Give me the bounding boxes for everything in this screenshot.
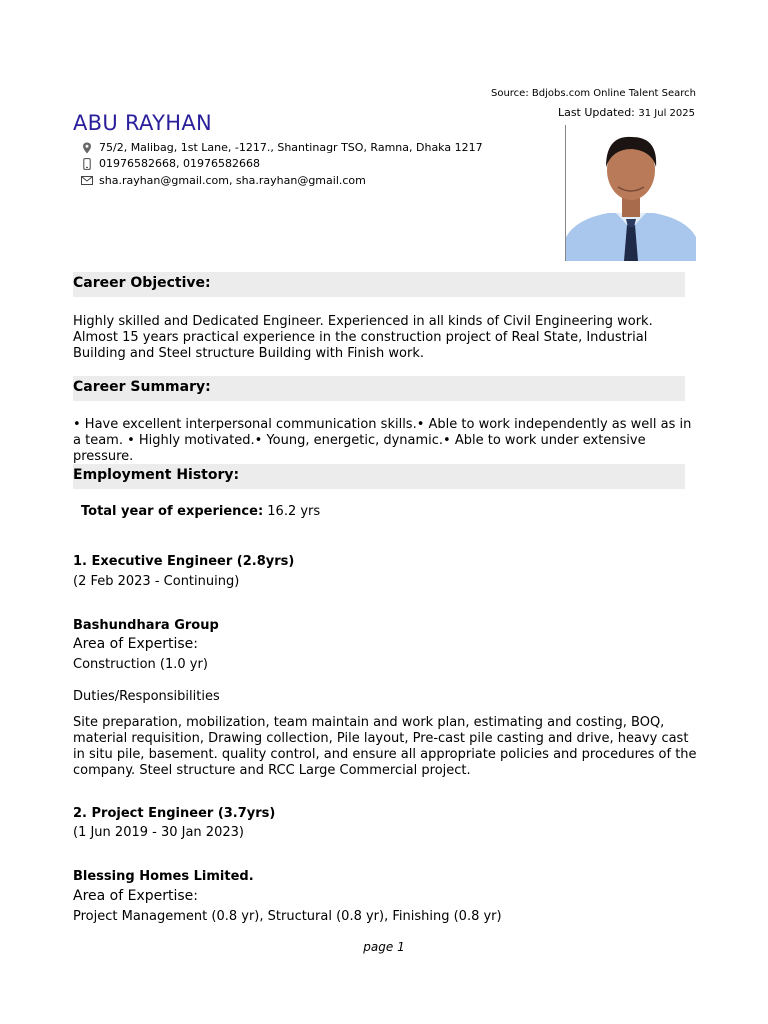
total-experience — [81, 504, 320, 519]
job-period: (1 Jun 2019 - 30 Jan 2023) — [73, 825, 244, 840]
mobile-phone-icon — [80, 158, 94, 170]
last-updated-date: 31 Jul 2025 — [638, 108, 695, 119]
duties-text: Site preparation, mobilization, team maintain and work plan, estimating and costing, BOQ, material requisition, Drawing collection, Pile layout, Pre-cast pile casting and drive, heavy cast in situ pile, basement. quality control, and ensure all appropriate policies and procedures of the company. Steel structure and RCC Large Commercial project. — [73, 715, 697, 778]
mail-envelope-icon — [80, 175, 94, 187]
total-experience-value: 16.2 yrs — [263, 504, 321, 519]
expertise-value: Construction (1.0 yr) — [73, 657, 208, 672]
phone-text: 01976582668, 01976582668 — [99, 157, 260, 170]
profile-photo — [565, 125, 696, 261]
candidate-name: ABU RAYHAN — [73, 111, 212, 135]
phone-row — [80, 157, 260, 170]
career-objective-text: Highly skilled and Dedicated Engineer. Experienced in all kinds of Civil Engineering work. Almost 15 years practical experience in the construction project of Real State, Industrial Building and Steel structure Building with Finish work. — [73, 314, 653, 361]
job-title: 2. Project Engineer (3.7yrs) — [73, 806, 276, 821]
job-period: (2 Feb 2023 - Continuing) — [73, 574, 240, 589]
job-company: Blessing Homes Limited. — [73, 869, 254, 884]
email-text: sha.rayhan@gmail.com, sha.rayhan@gmail.com — [99, 174, 366, 187]
career-summary-heading: Career Summary: — [73, 376, 685, 401]
expertise-value: Project Management (0.8 yr), Structural (0.8 yr), Finishing (0.8 yr) — [73, 909, 502, 924]
expertise-label: Area of Expertise: — [73, 888, 199, 904]
duties-label: Duties/Responsibilities — [73, 689, 220, 704]
source-line: Source: Bdjobs.com Online Talent Search — [490, 88, 696, 99]
employment-history-heading: Employment History: — [73, 464, 685, 489]
location-pin-icon — [80, 142, 94, 154]
total-experience-label: Total year of experience: — [81, 504, 264, 519]
last-updated — [558, 106, 695, 119]
expertise-label: Area of Expertise: — [73, 636, 199, 652]
page-number: page 1 — [363, 940, 405, 954]
job-company: Bashundhara Group — [73, 618, 219, 633]
last-updated-label: Last Updated: — [557, 106, 635, 119]
address-text: 75/2, Malibag, 1st Lane, -1217., Shantinagr TSO, Ramna, Dhaka 1217 — [99, 141, 483, 154]
career-summary-text: • Have excellent interpersonal communication skills.• Able to work independently as well as in a team. • Highly motivated.• Young, energetic, dynamic.• Able to work under extensive pressure. — [73, 417, 692, 464]
email-row — [80, 174, 366, 187]
address-row — [80, 141, 483, 154]
job-title: 1. Executive Engineer (2.8yrs) — [73, 554, 295, 569]
career-objective-heading: Career Objective: — [73, 272, 685, 297]
